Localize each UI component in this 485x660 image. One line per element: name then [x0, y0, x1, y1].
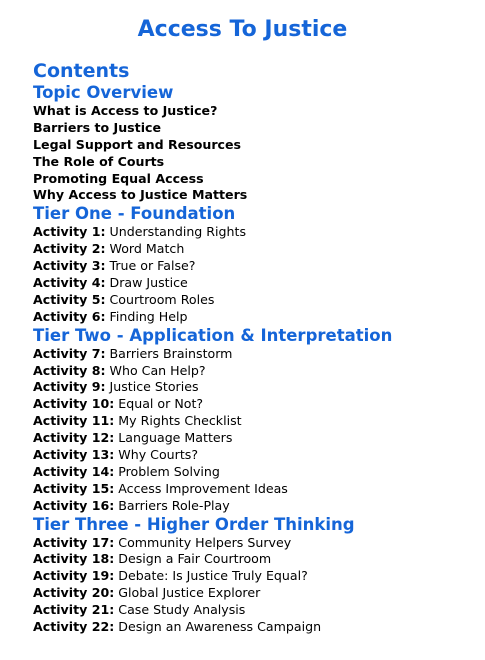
- activity-label: Activity 14:: [33, 463, 115, 479]
- activity-title: Equal or Not?: [118, 396, 204, 412]
- toc-item-activity[interactable]: [33, 413, 473, 430]
- section-heading-tier-three: Tier Three - Higher Order Thinking: [33, 514, 355, 534]
- activity-label: Activity 20:: [33, 585, 115, 601]
- activity-title: Finding Help: [109, 308, 188, 324]
- activity-label: Activity 19:: [33, 568, 115, 584]
- activity-label: Activity 11:: [33, 413, 115, 429]
- activity-label: Activity 16:: [33, 497, 115, 513]
- activity-title: Design a Fair Courtroom: [118, 551, 272, 567]
- activity-title: Why Courts?: [118, 447, 199, 463]
- activity-label: Activity 7:: [33, 345, 106, 361]
- toc-item-activity[interactable]: [33, 447, 473, 464]
- activity-title: My Rights Checklist: [118, 413, 242, 429]
- section-heading-topic-overview: Topic Overview: [33, 83, 174, 102]
- activity-title: Barriers Brainstorm: [109, 345, 233, 361]
- toc-item-activity[interactable]: [33, 309, 473, 326]
- toc-item-overview[interactable]: The Role of Courts: [33, 153, 165, 169]
- toc-item-overview[interactable]: Promoting Equal Access: [33, 170, 204, 186]
- activity-title: Barriers Role-Play: [118, 497, 230, 513]
- activity-label: Activity 17:: [33, 534, 115, 550]
- activity-title: Word Match: [109, 241, 185, 257]
- toc-item-activity[interactable]: [33, 602, 473, 619]
- activity-label: Activity 18:: [33, 551, 115, 567]
- toc-item-overview[interactable]: Legal Support and Resources: [33, 136, 242, 152]
- activity-title: Courtroom Roles: [109, 291, 215, 307]
- toc-item-overview[interactable]: Why Access to Justice Matters: [33, 187, 248, 203]
- toc-item-overview[interactable]: Barriers to Justice: [33, 119, 162, 135]
- activity-label: Activity 1:: [33, 224, 106, 240]
- activity-title: Design an Awareness Campaign: [118, 619, 322, 635]
- section-heading-tier-one: Tier One - Foundation: [33, 204, 236, 224]
- toc-item-overview[interactable]: What is Access to Justice?: [33, 103, 218, 118]
- toc-item-activity[interactable]: [33, 481, 473, 498]
- activity-title: Problem Solving: [118, 463, 220, 479]
- activity-title: Debate: Is Justice Truly Equal?: [118, 568, 308, 584]
- activity-label: Activity 21:: [33, 602, 115, 618]
- contents-heading: Contents: [33, 60, 130, 82]
- activity-title: Justice Stories: [109, 379, 199, 395]
- activity-label: Activity 5:: [33, 291, 106, 307]
- activity-title: Community Helpers Survey: [118, 534, 292, 550]
- table-of-contents: [33, 83, 473, 636]
- toc-item-activity[interactable]: [33, 619, 473, 636]
- activity-title: Language Matters: [118, 430, 233, 446]
- toc-item-activity[interactable]: [33, 396, 473, 413]
- activity-label: Activity 4:: [33, 275, 106, 291]
- activity-label: Activity 6:: [33, 308, 106, 324]
- toc-item-activity[interactable]: [33, 224, 473, 241]
- toc-item-activity[interactable]: [33, 379, 473, 396]
- activity-title: Access Improvement Ideas: [118, 480, 288, 496]
- activity-title: Who Can Help?: [109, 362, 206, 378]
- activity-label: Activity 15:: [33, 480, 115, 496]
- toc-item-activity[interactable]: [33, 568, 473, 585]
- activity-title: Global Justice Explorer: [118, 585, 261, 601]
- activity-title: True or False?: [109, 258, 196, 274]
- activity-label: Activity 22:: [33, 619, 115, 635]
- toc-item-activity[interactable]: [33, 363, 473, 380]
- toc-item-activity[interactable]: [33, 498, 473, 515]
- activity-label: Activity 2:: [33, 241, 106, 257]
- activity-title: Understanding Rights: [109, 224, 247, 240]
- activity-label: Activity 13:: [33, 447, 115, 463]
- toc-item-activity[interactable]: [33, 551, 473, 568]
- toc-item-activity[interactable]: [33, 241, 473, 258]
- activity-title: Case Study Analysis: [118, 602, 246, 618]
- activity-label: Activity 12:: [33, 430, 115, 446]
- section-heading-tier-two: Tier Two - Application & Interpretation: [33, 325, 393, 345]
- activity-label: Activity 3:: [33, 258, 106, 274]
- activity-label: Activity 8:: [33, 362, 106, 378]
- toc-item-activity[interactable]: [33, 292, 473, 309]
- toc-item-activity[interactable]: [33, 275, 473, 292]
- document-title: Access To Justice: [137, 17, 348, 42]
- activity-title: Draw Justice: [109, 275, 188, 291]
- toc-item-activity[interactable]: [33, 464, 473, 481]
- toc-item-activity[interactable]: [33, 430, 473, 447]
- toc-item-activity[interactable]: [33, 346, 473, 363]
- toc-item-activity[interactable]: [33, 258, 473, 275]
- toc-item-activity[interactable]: [33, 585, 473, 602]
- toc-item-activity[interactable]: [33, 535, 473, 552]
- activity-label: Activity 10:: [33, 396, 115, 412]
- activity-label: Activity 9:: [33, 379, 106, 395]
